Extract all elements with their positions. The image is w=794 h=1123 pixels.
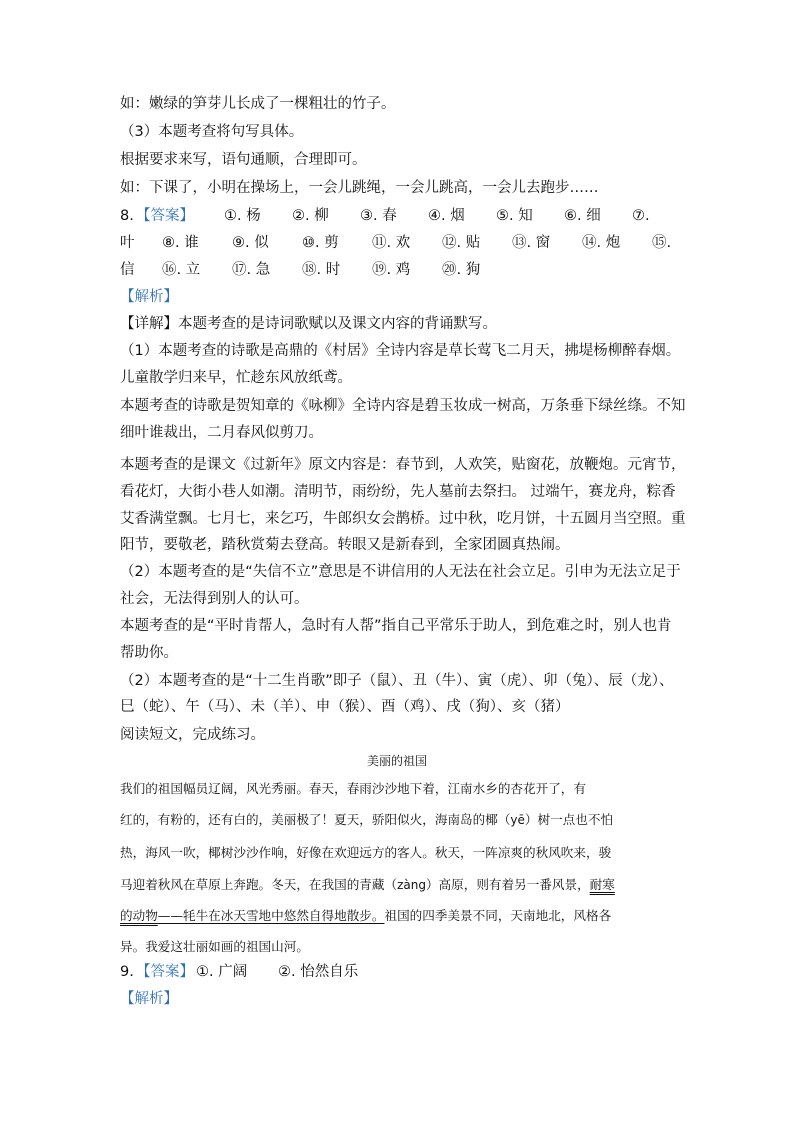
detail-line: 帮助你。 (120, 645, 178, 661)
answer-tag: 【答案】 (136, 208, 194, 224)
answer-item: ⑦. (632, 208, 650, 224)
detail-line: 阅读短文，完成练习。 (120, 727, 265, 743)
detail-line: 细叶谁裁出，二月春风似剪刀。 (120, 425, 323, 441)
answer-item: ⑮. (652, 235, 672, 251)
q9-jiexi-heading: 【解析】 (120, 991, 178, 1007)
question-number: 9. (120, 964, 134, 980)
detail-line: （2）本题考查的是“失信不立”意思是不讲信用的人无法在社会立足。引申为无法立足于 (120, 564, 681, 580)
answer-item: ②. 怡然自乐 (278, 964, 359, 980)
answer-item: ⑱. 时 (302, 262, 341, 278)
answer-item: ⑲. 鸡 (372, 262, 411, 278)
detail-line: 儿童散学归来早，忙趁东风放纸鸢。 (120, 370, 352, 386)
underlined-sentence: ——牦牛在冰天雪地中悠然自得地散步。 (157, 908, 385, 923)
answer-item: ⑩. 剪 (302, 235, 339, 251)
passage-text: 红的，有粉的，还有白的，美丽极了！夏天，骄阳似火，海南岛的椰（ (120, 812, 511, 827)
q9-answer-row (120, 962, 680, 982)
pinyin: yē (510, 813, 525, 827)
jiexi-heading: 【解析】 (120, 289, 178, 305)
answer-item: ①. 广阔 (196, 964, 248, 980)
answer-item: ⑨. 似 (232, 235, 269, 251)
answer-item: ⑥. 细 (564, 208, 601, 224)
passage-line (120, 907, 611, 925)
passage-line: 我们的祖国幅员辽阔，风光秀丽。春天，春雨沙沙地下着，江南水乡的杏花开了，有 (120, 781, 586, 796)
passage-title: 美丽的祖国 (366, 754, 427, 768)
passage-line (120, 876, 615, 894)
answer-item: ②. 柳 (292, 208, 329, 224)
answer-item: ⑬. 窗 (512, 235, 551, 251)
detail-line: （2）本题考查的是“十二生肖歌”即子（鼠）、丑（牛）、寅（虎）、卯（兔）、辰（龙）、 (120, 673, 674, 689)
detail-line: （1）本题考查的诗歌是高鼎的《村居》全诗内容是草长莺飞二月天，拂堤杨柳醉春烟。 (120, 343, 681, 359)
detail-line: 艾香满堂飘。七月七，来乞巧，牛郎织女会鹊桥。过中秋，吃月饼，十五圆月当空照。重 (120, 511, 686, 527)
passage-line: 热，海风一吹，椰树沙沙作响，好像在欢迎远方的客人。秋天，一阵凉爽的秋风吹来，骏 (120, 845, 612, 860)
answer-item: ⑤. 知 (496, 208, 533, 224)
detail-line: 社会，无法得到别人的认可。 (120, 591, 309, 607)
pinyin: zàng (397, 878, 426, 892)
answer-item: ①. 杨 (224, 208, 261, 224)
answer-item: ⑫. 贴 (442, 235, 481, 251)
q8-answer-row-2 (120, 233, 680, 253)
line-1: 如：嫩绿的笋芽儿长成了一棵粗壮的竹子。 (120, 96, 396, 112)
detail-line: 阳节，要敬老，踏秋赏菊去登高。转眼又是新春到，全家团圆真热闹。 (120, 537, 570, 553)
detail-line: 本题考查的是“平时肯帮人，急时有人帮”指自己平常乐于助人，到危难之时，别人也肯 (120, 618, 672, 634)
detail-line: 【详解】本题考查的是诗词歌赋以及课文内容的背诵默写。 (120, 316, 497, 332)
passage-text: 马迎着秋风在草原上奔跑。冬天，在我国的青藏（ (120, 877, 398, 892)
answer-item: ⑧. 谁 (162, 235, 199, 251)
answer-item: ④. 烟 (428, 208, 465, 224)
answer-item: 叶 (120, 235, 135, 251)
detail-line: 巳（蛇）、午（马）、未（羊）、申（猴）、酉（鸡）、戌（狗）、亥（猪） (120, 699, 570, 715)
answer-item: 信 (120, 262, 135, 278)
line-3: 根据要求来写，语句通顺，合理即可。 (120, 152, 367, 168)
passage-line (120, 811, 613, 829)
answer-tag: 【答案】 (136, 964, 194, 980)
detail-line: 本题考查的诗歌是贺知章的《咏柳》全诗内容是碧玉妆成一树高，万条垂下绿丝绦。不知 (120, 398, 686, 414)
passage-text: ）树一点也不怕 (524, 812, 614, 827)
answer-item: ⑪. 欢 (372, 235, 411, 251)
q8-answer-row-1 (120, 206, 680, 226)
detail-line: 看花灯，大街小巷人如潮。清明节，雨纷纷，先人墓前去祭扫。 过端午，赛龙舟，粽香 (120, 484, 676, 500)
passage-line: 异。我爱这壮丽如画的祖国山河。 (120, 939, 309, 954)
underlined-phrase: 耐寒 (589, 877, 615, 892)
question-number: 8. (120, 208, 134, 224)
passage-text: 祖国的四季美景不同，天南地北，风格各 (384, 908, 612, 923)
underlined-phrase: 的动物 (120, 908, 158, 923)
answer-item: ③. 春 (360, 208, 397, 224)
answer-item: ⑰. 急 (232, 262, 271, 278)
answer-item: ⑭. 炮 (582, 235, 621, 251)
passage-text: ）高原，则有着另一番风景， (425, 877, 590, 892)
line-2: （3）本题考查将句写具体。 (120, 124, 304, 140)
answer-item: ⑯. 立 (162, 262, 201, 278)
answer-item: ⑳. 狗 (442, 262, 481, 278)
line-4: 如：下课了，小明在操场上，一会儿跳绳，一会儿跳高，一会儿去跑步…… (120, 180, 599, 196)
q8-answer-row-3 (120, 260, 680, 280)
detail-line: 本题考查的是课文《过新年》原文内容是：春节到，人欢笑，贴窗花，放鞭炮。元宵节， (120, 457, 686, 473)
